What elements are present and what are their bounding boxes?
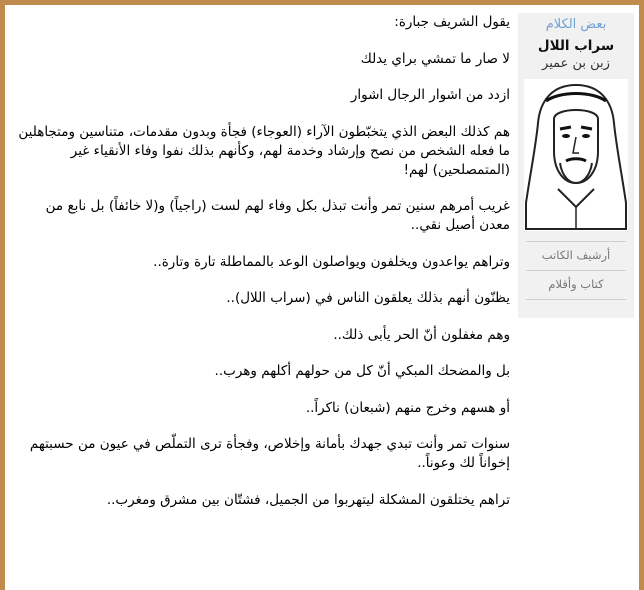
- article-paragraph: بل والمضحك المبكي أنّ كل من حولهم أكلهم وهرب..: [214, 363, 510, 379]
- article-paragraph: وهم مغفلون أنّ الحر يأبى ذلك..: [333, 326, 510, 343]
- author-portrait: [524, 79, 628, 231]
- article-paragraph: لا صار ما تمشي براي يدلك: [360, 50, 510, 67]
- article-paragraph: أو هسهم وخرج منهم (شبعان) ناكراً..: [305, 399, 510, 416]
- page-frame: [5, 5, 639, 590]
- section-header: بعض الكلام: [545, 17, 607, 32]
- author-name: زبن بن عمير: [542, 56, 610, 71]
- article-body: [15, 13, 510, 527]
- article-paragraph: تراهم يختلقون المشكلة ليتهربوا من الجميل، فشتّان بين مشرق ومغرب..: [106, 491, 510, 508]
- article-paragraph: سنوات تمر وأنت تبدي جهدك بأمانة وإخلاص، وفجأة ترى التملّص في عيون من حسبتهم إخواناً لك وعوناً..: [29, 436, 510, 471]
- author-archive-link[interactable]: أرشيف الكاتب: [541, 248, 611, 262]
- column-title: سراب اللال: [537, 38, 615, 54]
- article-paragraph: ازدد من اشوار الرجال اشوار: [350, 87, 510, 103]
- writers-link[interactable]: كتاب وأقلام: [548, 277, 604, 291]
- sidebar-divider: [526, 299, 626, 300]
- article-paragraph: يقول الشريف جبارة:: [394, 14, 510, 30]
- article-paragraph: يظنّون أنهم بذلك يعلقون الناس في (سراب اللال)..: [226, 290, 510, 306]
- article-paragraph: وتراهم يواعدون ويخلفون ويواصلون الوعد بالمماطلة تارة وتارة..: [153, 253, 510, 270]
- article-paragraph: هم كذلك البعض الذي يتخبّطون الآراء (العوجاء) فجأة وبدون مقدمات، متناسين ومتجاهلين ما فعله الشخص من نصح وإرشاد وخدمة لهم، وكأنهم بذلك نفوا وفاء الأنقياء غير (المتمصلحين) لهم!: [18, 123, 510, 178]
- author-sidebar: [518, 13, 634, 318]
- article-paragraph: غريب أمرهم سنين تمر وأنت تبذل بكل وفاء لهم لست (راجياً) و(لا خائفاً) بل نابع من معدن أصيل نقي..: [45, 198, 510, 233]
